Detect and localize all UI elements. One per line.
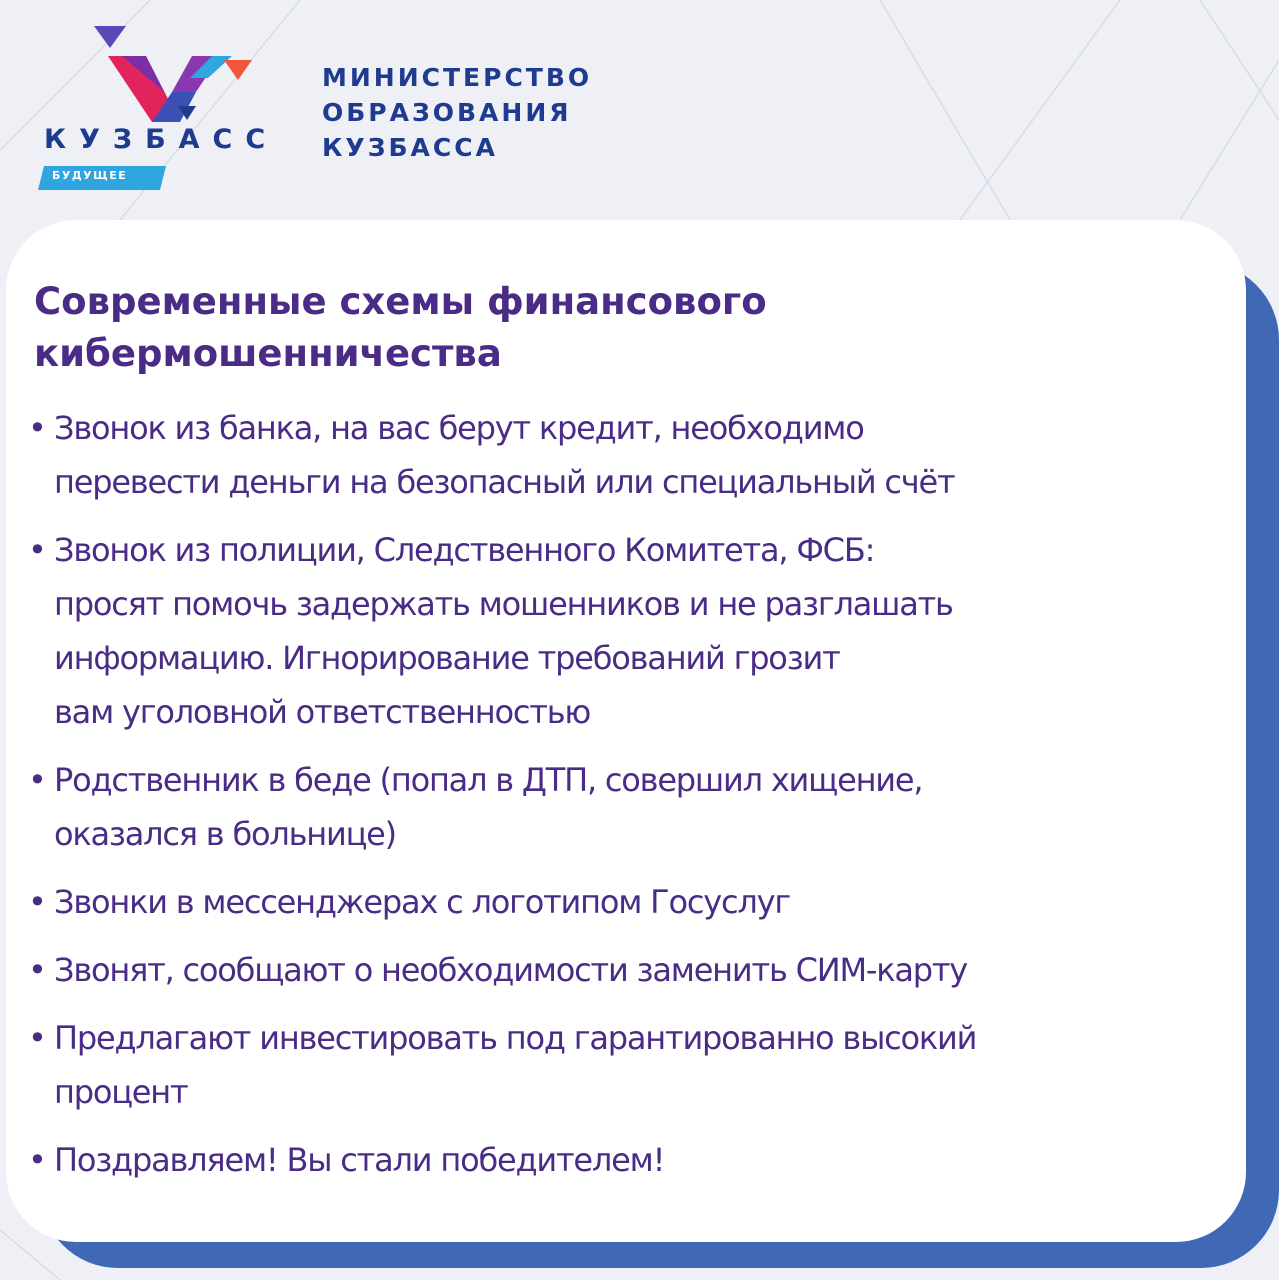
list-item <box>26 1011 1236 1119</box>
list-item-line: Звонок из полиции, Следственного Комитета, ФСБ: <box>54 531 875 569</box>
list-item-line: вам уголовной ответственностью <box>54 693 591 731</box>
bullet: • <box>28 1019 46 1057</box>
kuzbass-triangles-logo-icon <box>92 26 252 136</box>
list-item-line: информацию. Игнорирование требований грозит <box>54 639 840 677</box>
list-item <box>26 401 1236 509</box>
ministry-line: ОБРАЗОВАНИЯ <box>322 98 572 127</box>
list-item-line: Звонки в мессенджерах с логотипом Госуслуг <box>54 883 790 921</box>
bullet: • <box>28 409 46 447</box>
bullet: • <box>28 531 46 569</box>
card-title <box>34 276 767 380</box>
list-item-line: Звонят, сообщают о необходимости заменить СИМ-карту <box>54 951 968 989</box>
bullet: • <box>28 883 46 921</box>
bullet: • <box>28 951 46 989</box>
list-item-line: просят помочь задержать мошенников и не разглашать <box>54 585 953 623</box>
list-item <box>26 523 1236 739</box>
list-item-line: перевести деньги на безопасный или специальный счёт <box>54 463 955 501</box>
list-item-line: оказался в больнице) <box>54 815 396 853</box>
bullet: • <box>28 1141 46 1179</box>
list-item <box>26 753 1236 861</box>
list-item <box>26 875 1236 929</box>
ministry-line: МИНИСТЕРСТВО <box>322 63 593 92</box>
fraud-schemes-list <box>26 401 1236 1201</box>
list-item-line: Родственник в беде (попал в ДТП, совершил хищение, <box>54 761 923 799</box>
ministry-line: КУЗБАССА <box>322 133 498 162</box>
list-item-line: Звонок из банка, на вас берут кредит, необходимо <box>54 409 864 447</box>
logo-badge-text: БУДУЩЕЕ <box>52 169 128 182</box>
list-item <box>26 943 1236 997</box>
kuzbass-logo <box>30 24 280 194</box>
card-title-line: Современные схемы финансового <box>34 280 767 323</box>
list-item-line: Поздравляем! Вы стали победителем! <box>54 1141 665 1179</box>
logo-wordmark: КУЗБАСС <box>44 124 279 155</box>
list-item <box>26 1133 1236 1187</box>
ministry-name <box>322 60 592 165</box>
bullet: • <box>28 761 46 799</box>
card-title-line: кибермошенничества <box>34 332 502 375</box>
list-item-line: Предлагают инвестировать под гарантированно высокий <box>54 1019 977 1057</box>
list-item-line: процент <box>54 1073 188 1111</box>
